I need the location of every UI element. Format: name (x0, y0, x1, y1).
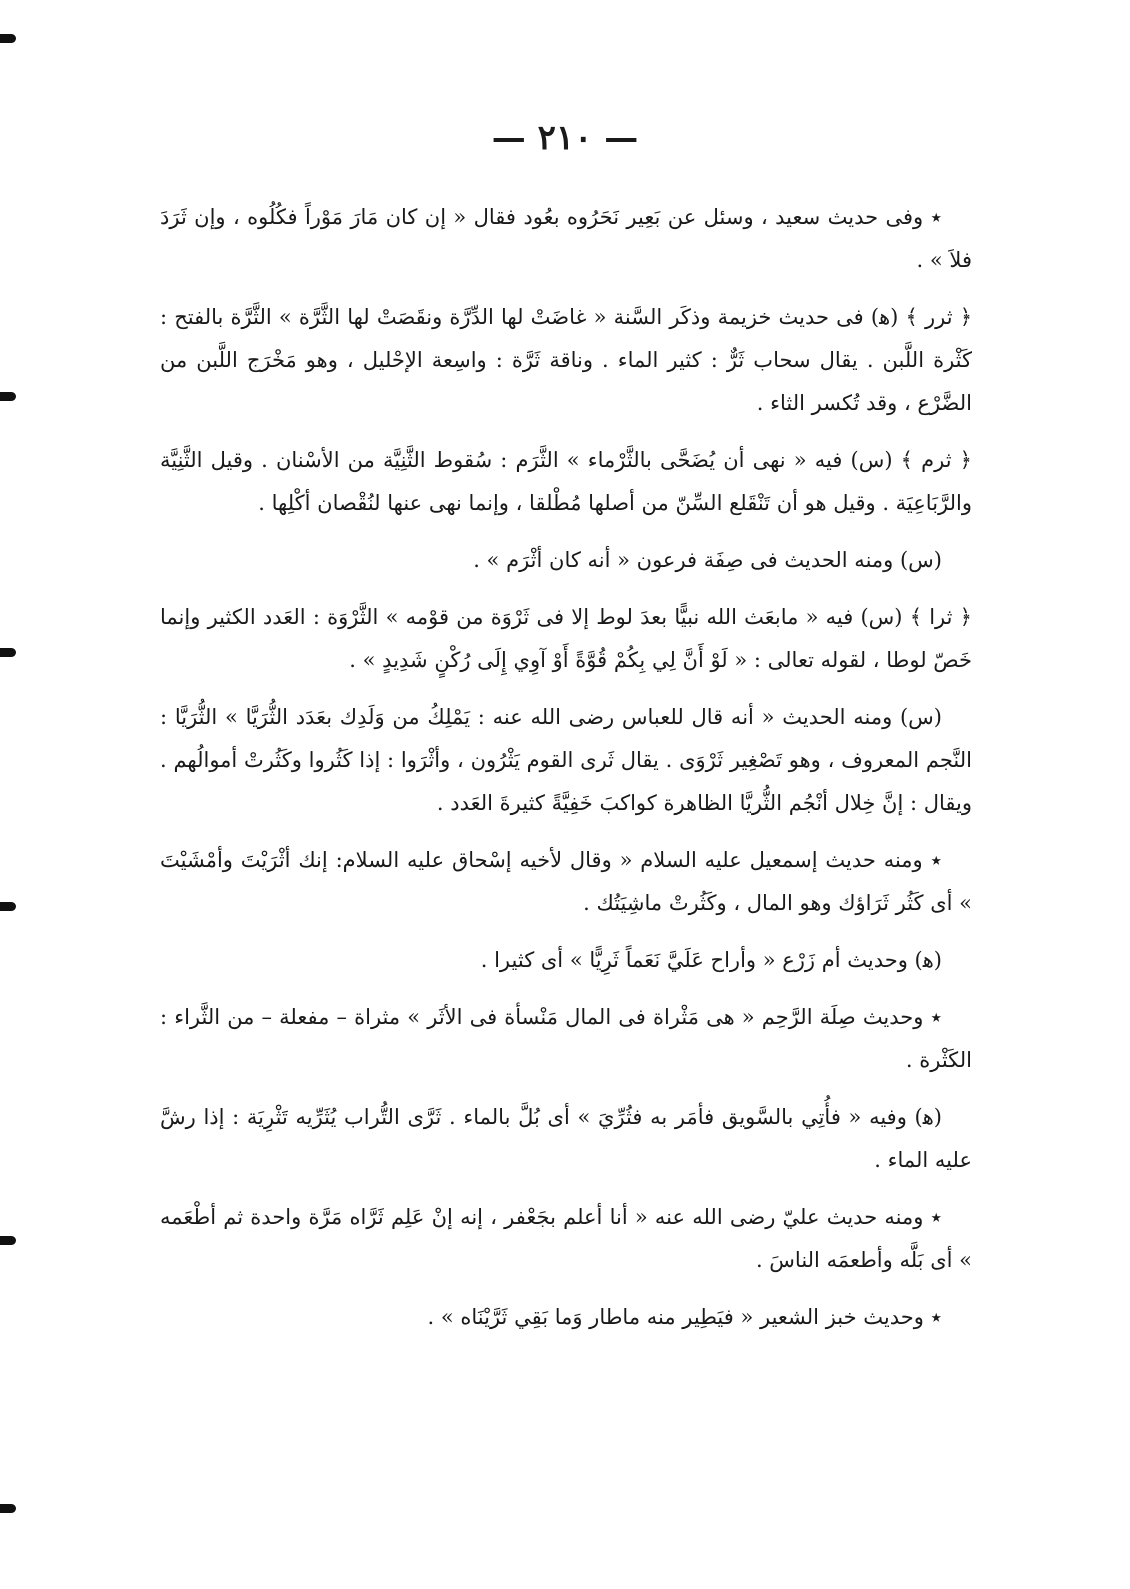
paragraph-10: (ﻫ) وفيه « فأُتِي بالسَّويق فأمَر به فثُرِّيَ » أى بُلَّ بالماء . ثَرَّى التُّراب يُثَرِّيه تَثْرِيَة : إذا رشَّ عليه الماء . (160, 1105, 972, 1172)
paragraph-1: ٭ وفى حديث سعيد ، وسئل عن بَعِير نَحَرُوه بعُود فقال « إن كان مَارَ مَوْراً فكُلُوه ، وإن ثَرَدَ فلاَ » . (160, 205, 972, 272)
scan-edge-mark (0, 392, 16, 401)
scan-edge-mark (0, 1504, 16, 1513)
paragraph-9: ٭ وحديث صِلَة الرَّحِم « هى مَثْراة فى المال مَنْسأة فى الأثَر » مثراة – مفعلة – من الثَّراء : الكَثْرة . (160, 1005, 972, 1072)
scan-edge-mark (0, 648, 16, 657)
paragraph-7: ٭ ومنه حديث إسمعيل عليه السلام « وقال لأخيه إسْحاق عليه السلام: إنك أثْرَيْتَ وأمْشَيْتَ » أى كَثُر ثَرَاؤك وهو المال ، وكَثُرتْ ماشِيَتُك . (160, 848, 972, 915)
scan-edge-mark (0, 902, 16, 911)
paragraph-11: ٭ ومنه حديث عليّ رضى الله عنه « أنا أعلم بجَعْفر ، إنه إنْ عَلِم ثَرَّاه مَرَّة واحدة ثم أطْعَمه » أى بَلَّه وأطعمَه الناسَ . (160, 1205, 972, 1272)
paragraph-12: ٭ وحديث خبز الشعير « فيَطِير منه ماطار وَما بَقِي ثَرَّيْنَاه » . (427, 1305, 942, 1329)
scan-edge-mark (0, 34, 16, 43)
paragraph-2-entry-thrr: ﴿ ثرر ﴾ (ﻫ) فى حديث خزيمة وذكَر السَّنة « غاضَتْ لها الدِّرَّة ونقَصَتْ لها الثَّرَّة » الثَّرَّة بالفتح : كَثْرة اللَّبن . يقال سحاب ثَرٌّ : كثير الماء . وناقة ثَرَّة : واسِعة الإحْليل ، وهو مَخْرَج اللَّبن من الضَّرْع ، وقد تُكسر الثاء . (160, 305, 972, 415)
page-number: — ٢١٠ — (491, 118, 639, 158)
paragraph-8: (ﻫ) وحديث أم زَرْع « وأراح عَلَيَّ نَعَماً ثَرِيًّا » أى كثيرا . (480, 948, 942, 972)
scan-edge-mark (0, 1236, 16, 1245)
paragraph-3-entry-thrm: ﴿ ثرم ﴾ (س) فيه « نهى أن يُضَحَّى بالثَّرْماء » الثَّرَم : سُقوط الثَّنِيَّة من الأسْنان . وقيل الثَّنِيَّة والرَّبَاعِيَة . وقيل هو أن تَنْقَلع السِّنّ من أصلها مُطْلقا ، وإنما نهى عنها لنُقْصان أكْلِها . (160, 448, 972, 515)
page-body (160, 196, 972, 1353)
paragraph-5-entry-thra: ﴿ ثرا ﴾ (س) فيه « مابعَث الله نبيًّا بعدَ لوط إلا فى ثَرْوَة من قوْمه » الثَّرْوَة : العَدد الكثير وإنما خَصّ لوطا ، لقوله تعالى : « لَوْ أَنَّ لِي بِكُمْ قُوَّةً أَوْ آوِي إِلَى رُكْنٍ شَدِيدٍ » . (160, 605, 972, 672)
paragraph-6: (س) ومنه الحديث « أنه قال للعباس رضى الله عنه : يَمْلِكُ من وَلَدِك بعَدَد الثُّرَيَّا » الثُّرَيَّا : النَّجم المعروف ، وهو تَصْغِير ثَرْوَى . يقال ثَرى القوم يَثْرُون ، وأثْرَوا : إذا كَثُروا وكَثُرتْ أموالُهم . ويقال : إنَّ خِلال أنْجُم الثُّريَّا الظاهرة كواكبَ خَفِيَّةً كثيرةَ العَدد . (160, 705, 972, 815)
paragraph-4: (س) ومنه الحديث فى صِفَة فرعون « أنه كان أثْرَم » . (473, 548, 942, 572)
